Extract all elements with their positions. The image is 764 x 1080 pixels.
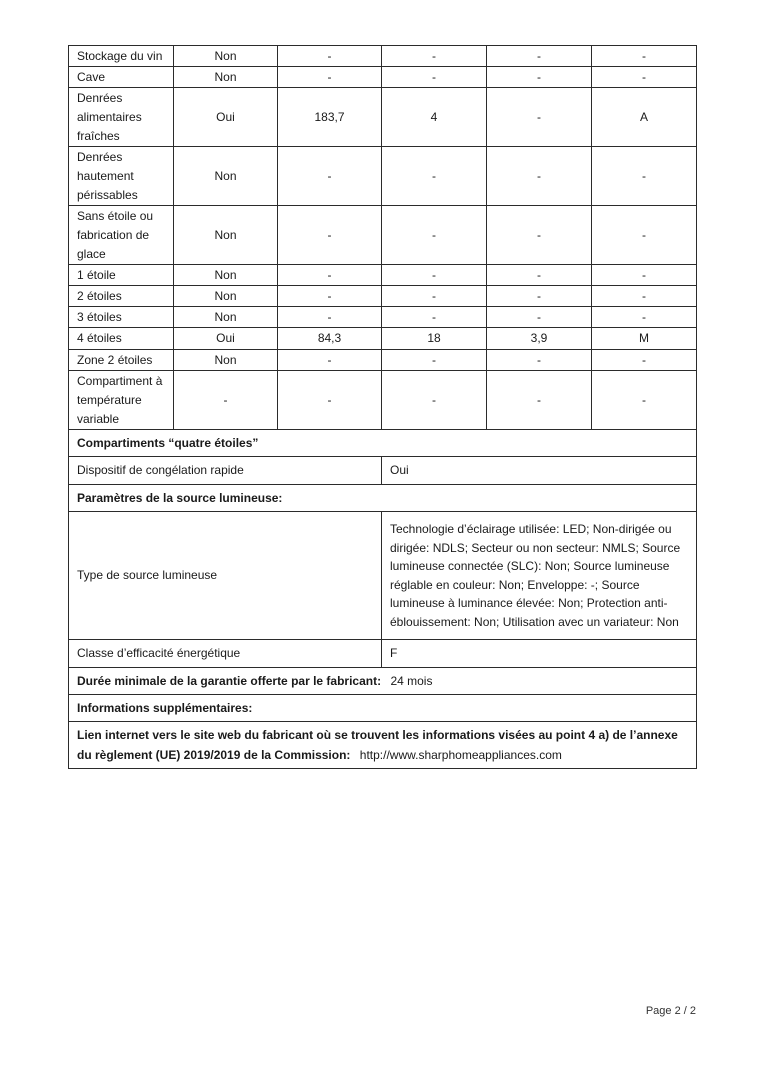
compartment-volume: -: [278, 265, 382, 286]
fast-freeze-value: Oui: [382, 457, 697, 485]
four-star-heading-row: [69, 430, 697, 457]
compartment-name: Stockage du vin: [69, 46, 174, 67]
compartment-name: 4 étoiles: [69, 328, 174, 350]
compartment-volume: -: [278, 67, 382, 88]
table-row: [69, 88, 697, 147]
compartment-name: 2 étoiles: [69, 286, 174, 307]
compartment-present: Non: [174, 67, 278, 88]
light-source-heading-row: [69, 485, 697, 512]
compartment-present: -: [174, 371, 278, 430]
table-row: [69, 307, 697, 328]
manufacturer-link-label: Lien internet vers le site web du fabricant où se trouvent les informations visées au point 4 a) de l’annexe du règlement (UE) 2019/2019 de la Commission:: [77, 728, 678, 762]
table-row: [69, 371, 697, 430]
compartment-temp: -: [382, 67, 487, 88]
table-row: [69, 265, 697, 286]
compartment-name: 1 étoile: [69, 265, 174, 286]
product-info-table: [68, 45, 697, 769]
compartment-freeze: -: [487, 88, 592, 147]
compartment-defrost: -: [592, 206, 697, 265]
compartment-present: Non: [174, 307, 278, 328]
compartment-name: Denrées hautement périssables: [69, 147, 174, 206]
compartment-freeze: -: [487, 265, 592, 286]
compartment-name: Compartiment à température variable: [69, 371, 174, 430]
compartment-temp: 18: [382, 328, 487, 350]
compartment-defrost: -: [592, 46, 697, 67]
compartment-freeze: -: [487, 350, 592, 371]
compartment-present: Non: [174, 286, 278, 307]
compartment-temp: -: [382, 286, 487, 307]
compartment-defrost: A: [592, 88, 697, 147]
compartment-temp: -: [382, 147, 487, 206]
table-row: [69, 46, 697, 67]
compartment-defrost: -: [592, 265, 697, 286]
additional-info-row: [69, 695, 697, 722]
compartment-freeze: -: [487, 307, 592, 328]
compartment-name: Sans étoile ou fabrication de glace: [69, 206, 174, 265]
compartment-present: Oui: [174, 328, 278, 350]
compartment-temp: -: [382, 46, 487, 67]
compartment-freeze: -: [487, 371, 592, 430]
compartment-freeze: -: [487, 206, 592, 265]
compartment-name: Denrées alimentaires fraîches: [69, 88, 174, 147]
compartment-present: Non: [174, 147, 278, 206]
fast-freeze-row: [69, 457, 697, 485]
table-row: [69, 67, 697, 88]
energy-class-row: [69, 640, 697, 668]
warranty-value: 24 mois: [390, 673, 433, 688]
compartment-name: Zone 2 étoiles: [69, 350, 174, 371]
compartment-volume: -: [278, 371, 382, 430]
compartment-temp: -: [382, 307, 487, 328]
warranty-cell: [69, 668, 697, 695]
compartment-defrost: -: [592, 67, 697, 88]
compartment-name: Cave: [69, 67, 174, 88]
compartment-name: 3 étoiles: [69, 307, 174, 328]
table-row: [69, 206, 697, 265]
light-source-type-value: Technologie d’éclairage utilisée: LED; Non-dirigée ou dirigée: NDLS; Secteur ou non secteur: NMLS; Source lumineuse connectée (SLC): Non; Source lumineuse réglable en couleur: Non; Enveloppe: -; Source lumineuse à luminance élevée: Non; Protection anti-éblouissement: Non; Utilisation avec un variateur: Non: [382, 512, 697, 640]
compartment-temp: -: [382, 265, 487, 286]
compartment-present: Non: [174, 265, 278, 286]
compartment-defrost: -: [592, 350, 697, 371]
warranty-row: [69, 668, 697, 695]
additional-info-label: Informations supplémentaires:: [69, 695, 697, 722]
compartment-volume: -: [278, 147, 382, 206]
energy-class-value: F: [382, 640, 697, 668]
compartment-defrost: M: [592, 328, 697, 350]
compartment-volume: 84,3: [278, 328, 382, 350]
compartment-volume: -: [278, 307, 382, 328]
compartment-temp: -: [382, 371, 487, 430]
compartment-freeze: 3,9: [487, 328, 592, 350]
manufacturer-link-row: [69, 722, 697, 769]
compartment-rows: [69, 46, 697, 430]
compartment-present: Non: [174, 206, 278, 265]
compartment-defrost: -: [592, 147, 697, 206]
compartment-volume: -: [278, 350, 382, 371]
compartment-temp: -: [382, 350, 487, 371]
table-row: [69, 350, 697, 371]
manufacturer-link-cell: [69, 722, 697, 769]
compartment-volume: 183,7: [278, 88, 382, 147]
compartment-freeze: -: [487, 286, 592, 307]
compartment-defrost: -: [592, 286, 697, 307]
light-source-type-row: [69, 512, 697, 640]
compartment-temp: -: [382, 206, 487, 265]
table-row: [69, 147, 697, 206]
table-row: [69, 328, 697, 350]
compartment-present: Non: [174, 350, 278, 371]
fast-freeze-label: Dispositif de congélation rapide: [69, 457, 382, 485]
light-source-type-label: Type de source lumineuse: [69, 512, 382, 640]
compartment-volume: -: [278, 46, 382, 67]
compartment-defrost: -: [592, 307, 697, 328]
manufacturer-link-url[interactable]: http://www.sharphomeappliances.com: [359, 748, 562, 762]
compartment-freeze: -: [487, 67, 592, 88]
compartment-volume: -: [278, 206, 382, 265]
table-row: [69, 286, 697, 307]
compartment-freeze: -: [487, 147, 592, 206]
compartment-volume: -: [278, 286, 382, 307]
compartment-defrost: -: [592, 371, 697, 430]
page-number: Page 2 / 2: [645, 1005, 696, 1017]
compartment-present: Oui: [174, 88, 278, 147]
warranty-label: Durée minimale de la garantie offerte par le fabricant:: [77, 673, 382, 688]
energy-class-label: Classe d’efficacité énergétique: [69, 640, 382, 668]
four-star-heading: Compartiments “quatre étoiles”: [69, 430, 697, 457]
compartment-present: Non: [174, 46, 278, 67]
light-source-heading: Paramètres de la source lumineuse:: [69, 485, 697, 512]
compartment-freeze: -: [487, 46, 592, 67]
compartment-temp: 4: [382, 88, 487, 147]
